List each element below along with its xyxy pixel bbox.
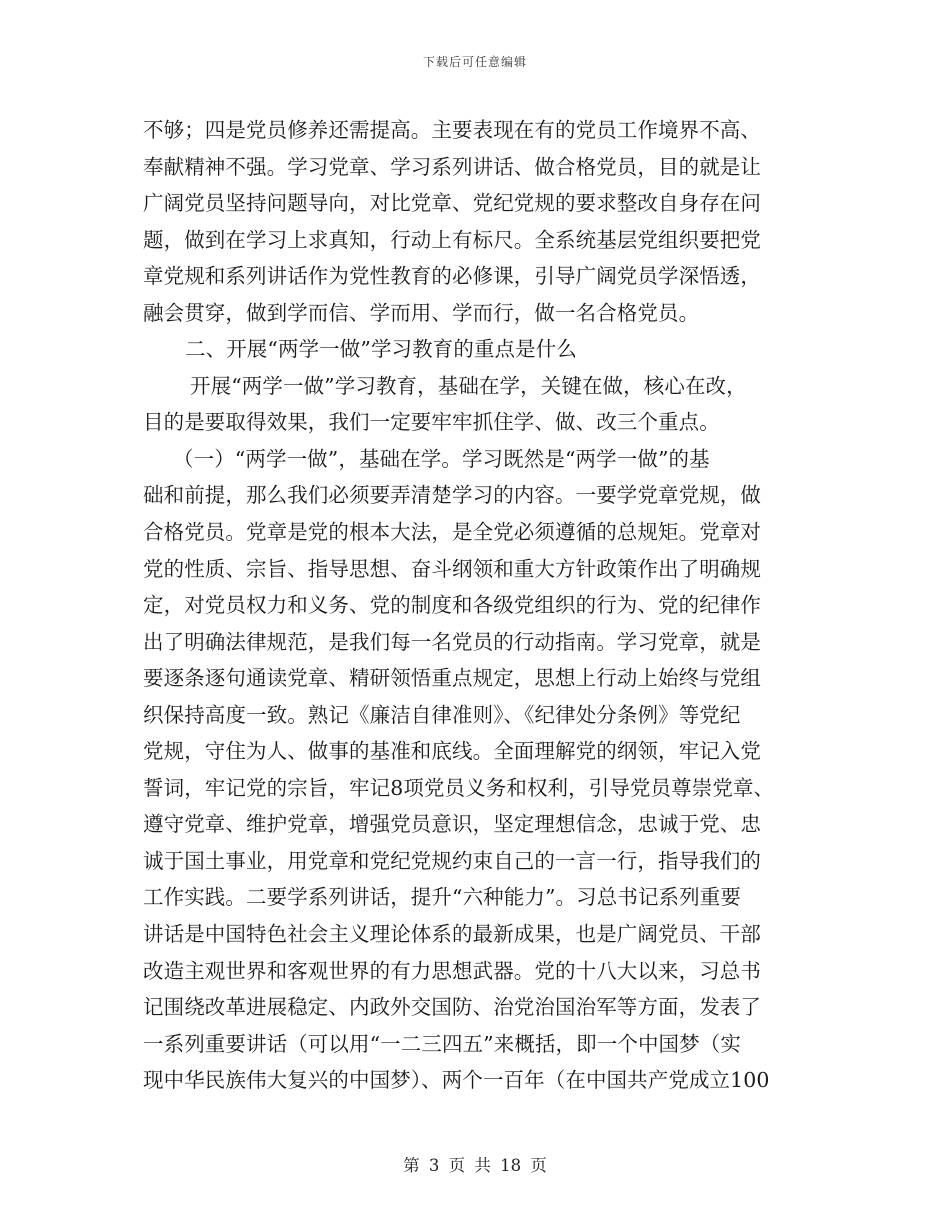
body-line: 誓词，牢记党的宗旨，牢记8项党员义务和权利，引导党员尊崇党章、	[143, 775, 775, 800]
body-line: 讲话是中国特色社会主义理论体系的最新成果，也是广阔党员、干部	[143, 922, 761, 947]
page-header: 下载后可任意编辑	[422, 55, 527, 69]
body-line: 不够；四是党员修养还需提高。主要表现在有的党员工作境界不高、	[143, 118, 761, 142]
body-line: 遵守党章、维护党章，增强党员意识，坚定理想信念，忠诚于党、忠	[143, 812, 761, 837]
body-line: 改造主观世界和客观世界的有力思想武器。党的十八大以来，习总书	[143, 958, 761, 983]
body-line: 础和前提，那么我们必须要弄清楚学习的内容。一要学党章党规，做	[143, 483, 761, 508]
page-footer: 第 3 页 共 18 页	[403, 1156, 547, 1175]
body-line: 要逐条逐句通读党章、精研领悟重点规定，思想上行动上始终与党组	[143, 666, 761, 691]
body-line: 党规，守住为人、做事的基准和底线。全面理解党的纲领，牢记入党	[143, 739, 761, 764]
body-line: 记围绕改革进展稳定、内政外交国防、治党治国治军等方面，发表了	[143, 995, 761, 1020]
paragraph-start: 开展“两学一做”学习教育，基础在学，关键在做，核心在改，	[190, 373, 747, 398]
body-line: 题，做到在学习上求真知，行动上有标尺。全系统基层党组织要把党	[143, 227, 761, 252]
body-line: 诚于国土事业，用党章和党纪党规约束自己的一言一行，指导我们的	[143, 848, 761, 873]
body-line: 合格党员。党章是党的根本大法，是全党必须遵循的总规矩。党章对	[143, 520, 761, 545]
body-line: 一系列重要讲话（可以用“一二三四五”来概括，即一个中国梦（实	[143, 1031, 741, 1056]
body-line: 现中华民族伟大复兴的中国梦）、两个一百年（在中国共产党成立100	[143, 1068, 770, 1093]
body-line: 织保持高度一致。熟记《廉洁自律准则》、《纪律处分条例》等党纪	[143, 702, 741, 727]
body-line: 定，对党员权力和义务、党的制度和各级党组织的行为、党的纪律作	[143, 593, 761, 618]
body-line: 工作实践。二要学系列讲话，提升“六种能力”。习总书记系列重要	[143, 885, 741, 910]
subsection-start: （一）“两学一做”，基础在学。学习既然是“两学一做”的基	[173, 446, 710, 471]
body-line: 目的是要取得效果，我们一定要牢牢抓住学、做、改三个重点。	[143, 410, 720, 435]
body-line: 广阔党员坚持问题导向，对比党章、党纪党规的要求整改自身存在问	[143, 191, 761, 216]
section-heading: 二、开展“两学一做”学习教育的重点是什么	[185, 337, 577, 362]
document-body	[143, 112, 815, 1099]
body-line: 党的性质、宗旨、指导思想、奋斗纲领和重大方针政策作出了明确规	[143, 556, 761, 581]
body-line: 融会贯穿，做到学而信、学而用、学而行，做一名合格党员。	[143, 300, 700, 325]
body-line: 章党规和系列讲话作为党性教育的必修课，引导广阔党员学深悟透，	[143, 264, 761, 289]
body-line: 奉献精神不强。学习党章、学习系列讲话、做合格党员，目的就是让	[143, 154, 761, 179]
body-line: 出了明确法律规范，是我们每一名党员的行动指南。学习党章，就是	[143, 629, 761, 654]
